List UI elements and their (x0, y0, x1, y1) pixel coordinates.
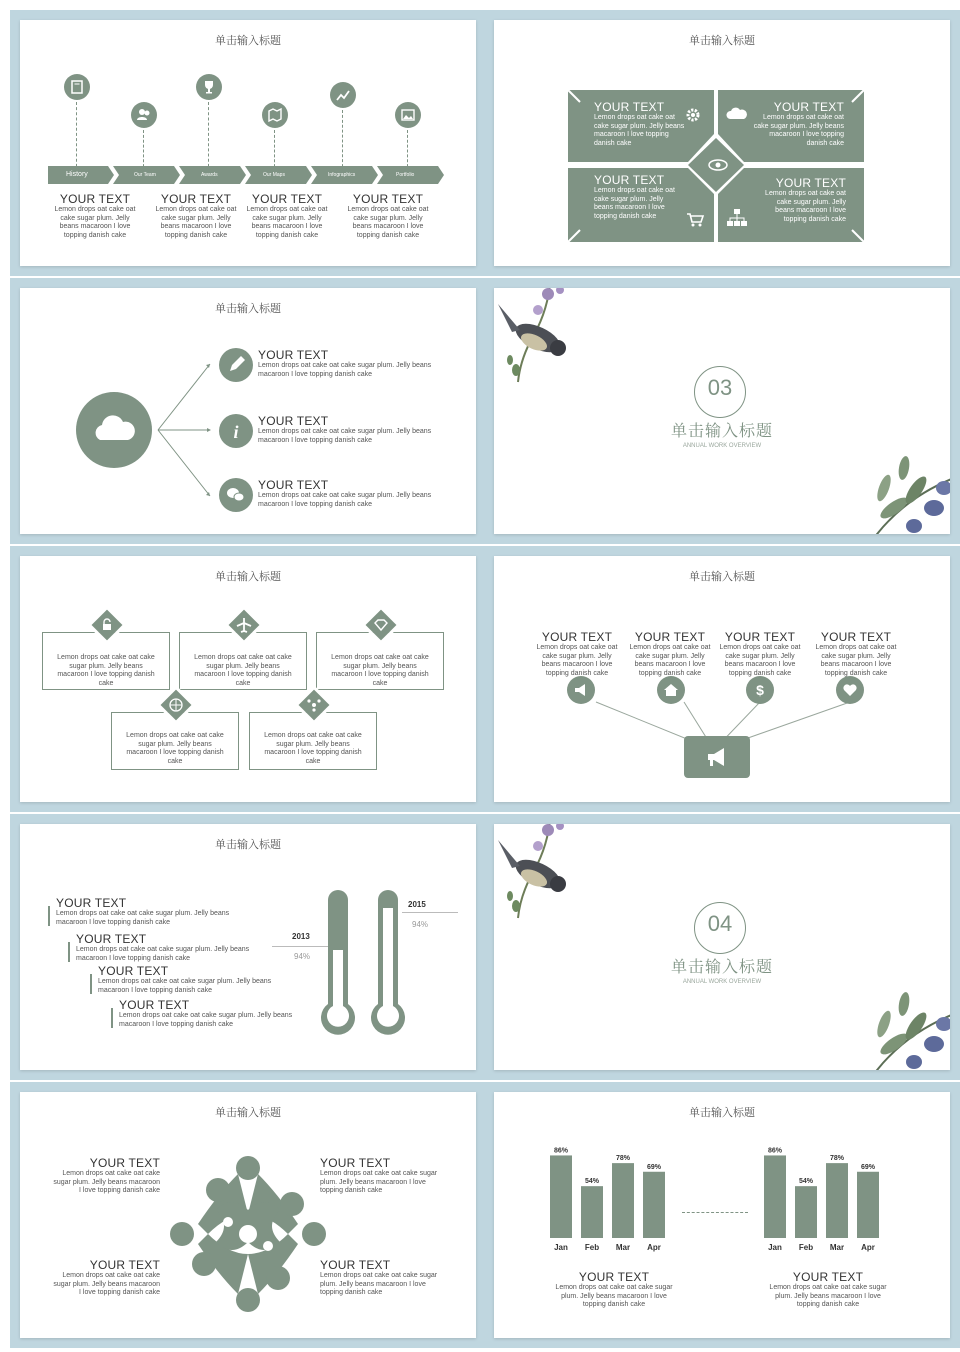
info-box-text: Lemon drops oat cake oat cake sugar plum. Jelly beans macaroon I love topping danish cake (57, 654, 155, 687)
bar-value-label: 54% (584, 1178, 600, 1186)
text-body: Lemon drops oat cake oat cake sugar plum. Jelly beans macaroon I love topping danish cake (76, 946, 250, 962)
bar-category-label: Jan (768, 1243, 782, 1252)
slide-6[interactable] (484, 546, 960, 812)
heart-icon (836, 676, 864, 704)
text-body: Lemon drops oat cake oat cake sugar plum. Jelly beans macaroon I love topping danish cake (555, 1284, 673, 1308)
bar-jan (764, 1155, 786, 1238)
book-icon (64, 74, 90, 100)
slide-7[interactable] (10, 814, 486, 1080)
slide-title: 单击输入标题 (689, 1106, 755, 1119)
timeline-stem (342, 110, 343, 172)
chart-divider (682, 1212, 748, 1213)
quad-text-bl (594, 173, 684, 221)
bar-category-label: Jan (554, 1243, 568, 1252)
text-heading: YOUR TEXT (594, 100, 665, 114)
text-body: Lemon drops oat cake oat cake sugar plum. Jelly beans macaroon I love topping danish cake (719, 644, 801, 677)
section-title: 单击输入标题 (670, 421, 773, 440)
slide-1[interactable] (10, 10, 486, 276)
bar-value-label: 69% (860, 1163, 876, 1171)
text-body: Lemon drops oat cake oat cake sugar plum. Jelly beans macaroon I love topping danish cake (54, 206, 136, 239)
text-body: Lemon drops oat cake oat cake sugar plum. Jelly beans macaroon I love topping danish cake (536, 644, 618, 677)
slide-5[interactable] (10, 546, 486, 812)
timeline-label: History (66, 171, 88, 178)
info-box-text: Lemon drops oat cake oat cake sugar plum. Jelly beans macaroon I love topping danish cake (126, 732, 224, 765)
branch-text-2 (258, 414, 438, 445)
bar-chart-left (546, 1138, 686, 1258)
text-body: Lemon drops oat cake oat cake sugar plum. Jelly beans macaroon I love topping danish cake (594, 114, 685, 147)
step-bar (68, 942, 70, 962)
eye-icon (706, 156, 730, 174)
text-heading: YOUR TEXT (578, 1270, 650, 1284)
text-body: Lemon drops oat cake oat cake sugar plum. Jelly beans macaroon I love topping danish cake (765, 190, 846, 223)
section-subtitle: ANNUAL WORK OVERVIEW (682, 443, 762, 449)
slide-9-canvas (20, 1092, 476, 1338)
quad-text-br (756, 176, 846, 224)
text-heading: YOUR TEXT (320, 1156, 391, 1170)
slide-8[interactable] (484, 814, 960, 1080)
timeline-arrow-band (48, 166, 448, 184)
step-bar (111, 1008, 113, 1028)
wechat-icon (219, 478, 253, 512)
step-text-3 (98, 964, 298, 995)
leaf-illustration (854, 974, 950, 1070)
thermo-percent: 94% (412, 920, 429, 929)
text-heading: YOUR TEXT (89, 1156, 160, 1170)
bird-illustration (494, 824, 580, 928)
timeline-label: Infographics (328, 172, 356, 178)
timeline-label: Portfolio (396, 172, 415, 178)
text-body: Lemon drops oat cake oat cake sugar plum. Jelly beans macaroon I love topping danish cake (258, 362, 432, 378)
text-heading: YOUR TEXT (724, 630, 796, 644)
slide-2[interactable] (484, 10, 960, 276)
text-heading: YOUR TEXT (98, 964, 169, 978)
bar-chart-right (760, 1138, 900, 1258)
info-box-text: Lemon drops oat cake oat cake sugar plum. Jelly beans macaroon I love topping danish cake (331, 654, 429, 687)
text-heading: YOUR TEXT (775, 176, 846, 190)
thermo-line (402, 912, 458, 913)
step-bar (48, 906, 50, 926)
slide-10[interactable] (484, 1082, 960, 1348)
text-body: Lemon drops oat cake oat cake sugar plum. Jelly beans macaroon I love topping danish cake (320, 1272, 438, 1296)
text-heading: YOUR TEXT (541, 630, 613, 644)
text-heading: YOUR TEXT (89, 1258, 160, 1272)
text-heading: YOUR TEXT (820, 630, 892, 644)
text-heading: YOUR TEXT (119, 998, 190, 1012)
thermometers (320, 892, 420, 1037)
slide-4-canvas (494, 288, 950, 534)
image-icon (395, 102, 421, 128)
text-heading: YOUR TEXT (76, 932, 147, 946)
cloud-icon (76, 392, 152, 468)
slide-10-canvas (494, 1092, 950, 1338)
quad-text-tl (594, 100, 689, 148)
bar-category-label: Apr (861, 1243, 875, 1252)
text-block (242, 192, 332, 240)
bar-category-label: Feb (798, 1243, 814, 1252)
bar-value-label: 78% (615, 1155, 631, 1163)
corner-text-tr (320, 1156, 440, 1196)
timeline-label: Our Team (134, 172, 156, 178)
text-body: Lemon drops oat cake oat cake sugar plum. Jelly beans macaroon I love topping danish cake (594, 187, 675, 220)
chart-caption-left (554, 1270, 674, 1310)
step-bar (90, 974, 92, 994)
bar-apr (643, 1172, 665, 1238)
text-heading: YOUR TEXT (258, 414, 329, 428)
thermo-percent: 94% (294, 952, 311, 961)
dollar-icon (746, 676, 774, 704)
text-heading: YOUR TEXT (773, 100, 844, 114)
bar-jan (550, 1155, 572, 1238)
text-body: Lemon drops oat cake oat cake sugar plum. Jelly beans macaroon I love topping danish cake (258, 492, 432, 508)
slide-title: 单击输入标题 (215, 34, 281, 47)
info-icon (219, 414, 253, 448)
bar-category-label: Mar (829, 1243, 845, 1252)
plane-icon (228, 609, 259, 640)
text-heading: YOUR TEXT (258, 348, 329, 362)
chart-icon (330, 82, 356, 108)
section-number: 03 (707, 375, 733, 400)
text-heading: YOUR TEXT (320, 1258, 391, 1272)
slide-title: 单击输入标题 (689, 570, 755, 583)
globe-icon (160, 689, 191, 720)
slide-title: 单击输入标题 (215, 1106, 281, 1119)
bar-category-label: Feb (584, 1243, 600, 1252)
chart-caption-right (768, 1270, 888, 1310)
bar-category-label: Apr (647, 1243, 661, 1252)
timeline-label: Awards (201, 172, 218, 178)
pencil-icon (219, 348, 253, 382)
thermo-year: 2015 (408, 900, 426, 909)
slide-1-canvas (20, 20, 476, 266)
text-block (715, 630, 805, 678)
branch-lines (158, 360, 218, 500)
slide-2-canvas (494, 20, 950, 266)
bar-value-label: 54% (798, 1178, 814, 1186)
timeline-stem (76, 102, 77, 172)
text-heading: YOUR TEXT (56, 896, 127, 910)
megaphone-icon (567, 676, 595, 704)
text-heading: YOUR TEXT (258, 478, 329, 492)
section-title: 单击输入标题 (670, 957, 773, 976)
diamond-icon (365, 609, 396, 640)
branch-text-1 (258, 348, 438, 379)
step-text-2 (76, 932, 276, 963)
text-body: Lemon drops oat cake oat cake sugar plum. Jelly beans macaroon I love topping danish cake (815, 644, 897, 677)
bar-value-label: 86% (767, 1147, 783, 1155)
slide-3[interactable] (10, 278, 486, 544)
bar-value-label: 78% (829, 1155, 845, 1163)
section-number: 04 (707, 911, 733, 936)
text-heading: YOUR TEXT (792, 1270, 864, 1284)
megaphone-icon (684, 736, 750, 778)
text-heading: YOUR TEXT (160, 192, 232, 206)
corner-text-bl (50, 1258, 160, 1298)
slide-8-canvas (494, 824, 950, 1070)
text-block (532, 630, 622, 678)
bar-value-label: 86% (553, 1147, 569, 1155)
slide-9[interactable] (10, 1082, 486, 1348)
text-body: Lemon drops oat cake oat cake sugar plum. Jelly beans macaroon I love topping danish cake (769, 1284, 887, 1308)
lock-icon (91, 609, 122, 640)
step-text-1 (56, 896, 256, 927)
puzzle-graphic (168, 1154, 328, 1314)
text-heading: YOUR TEXT (352, 192, 424, 206)
text-body: Lemon drops oat cake oat cake sugar plum. Jelly beans macaroon I love topping danish cake (246, 206, 328, 239)
text-block (50, 192, 140, 240)
timeline-stem (208, 102, 209, 172)
bar-feb (795, 1186, 817, 1238)
slide-3-canvas (20, 288, 476, 534)
trophy-icon (196, 74, 222, 100)
timeline-label: Our Maps (263, 172, 285, 178)
network-icon (298, 689, 329, 720)
text-block (151, 192, 241, 240)
leaf-illustration (854, 438, 950, 534)
text-body: Lemon drops oat cake oat cake sugar plum. Jelly beans macaroon I love topping danish cake (629, 644, 711, 677)
slide-title: 单击输入标题 (215, 838, 281, 851)
text-body: Lemon drops oat cake oat cake sugar plum. Jelly beans macaroon I love topping danish cake (56, 910, 230, 926)
text-block (625, 630, 715, 678)
bar-value-label: 69% (646, 1163, 662, 1171)
slide-6-canvas (494, 556, 950, 802)
text-heading: YOUR TEXT (634, 630, 706, 644)
text-body: Lemon drops oat cake oat cake sugar plum. Jelly beans macaroon I love topping danish cake (53, 1272, 160, 1296)
text-body: Lemon drops oat cake oat cake sugar plum. Jelly beans macaroon I love topping danish cake (753, 114, 844, 147)
text-body: Lemon drops oat cake oat cake sugar plum. Jelly beans macaroon I love topping danish cake (119, 1012, 293, 1028)
slide-4[interactable] (484, 278, 960, 544)
text-heading: YOUR TEXT (59, 192, 131, 206)
section-subtitle: ANNUAL WORK OVERVIEW (682, 979, 762, 985)
branch-text-3 (258, 478, 438, 509)
thermo-year: 2013 (292, 932, 310, 941)
quad-text-tr (749, 100, 844, 148)
text-block (343, 192, 433, 240)
slide-title: 单击输入标题 (689, 34, 755, 47)
corner-text-br (320, 1258, 440, 1298)
slide-title: 单击输入标题 (215, 302, 281, 315)
users-icon (131, 102, 157, 128)
bar-mar (612, 1163, 634, 1238)
slide-5-canvas (20, 556, 476, 802)
bar-feb (581, 1186, 603, 1238)
svg-text:i: i (233, 422, 239, 442)
step-text-4 (119, 998, 319, 1029)
slide-title: 单击输入标题 (215, 570, 281, 583)
text-heading: YOUR TEXT (251, 192, 323, 206)
home-icon (657, 676, 685, 704)
text-body: Lemon drops oat cake oat cake sugar plum. Jelly beans macaroon I love topping danish cake (155, 206, 237, 239)
text-heading: YOUR TEXT (594, 173, 665, 187)
slide-7-canvas (20, 824, 476, 1070)
text-body: Lemon drops oat cake oat cake sugar plum. Jelly beans macaroon I love topping danish cake (258, 428, 432, 444)
text-body: Lemon drops oat cake oat cake sugar plum. Jelly beans macaroon I love topping danish cake (98, 978, 272, 994)
map-icon (262, 102, 288, 128)
text-body: Lemon drops oat cake oat cake sugar plum. Jelly beans macaroon I love topping danish cake (320, 1170, 438, 1194)
bar-mar (826, 1163, 848, 1238)
text-block (811, 630, 901, 678)
bar-category-label: Mar (615, 1243, 631, 1252)
info-box-text: Lemon drops oat cake oat cake sugar plum. Jelly beans macaroon I love topping danish cake (264, 732, 362, 765)
bird-illustration (494, 288, 580, 392)
svg-text:$: $ (756, 682, 764, 698)
corner-text-tl (50, 1156, 160, 1196)
text-body: Lemon drops oat cake oat cake sugar plum. Jelly beans macaroon I love topping danish cake (347, 206, 429, 239)
text-body: Lemon drops oat cake oat cake sugar plum. Jelly beans macaroon I love topping danish cake (53, 1170, 160, 1194)
thermo-line (272, 946, 328, 947)
info-box-text: Lemon drops oat cake oat cake sugar plum. Jelly beans macaroon I love topping danish cake (194, 654, 292, 687)
bar-apr (857, 1172, 879, 1238)
